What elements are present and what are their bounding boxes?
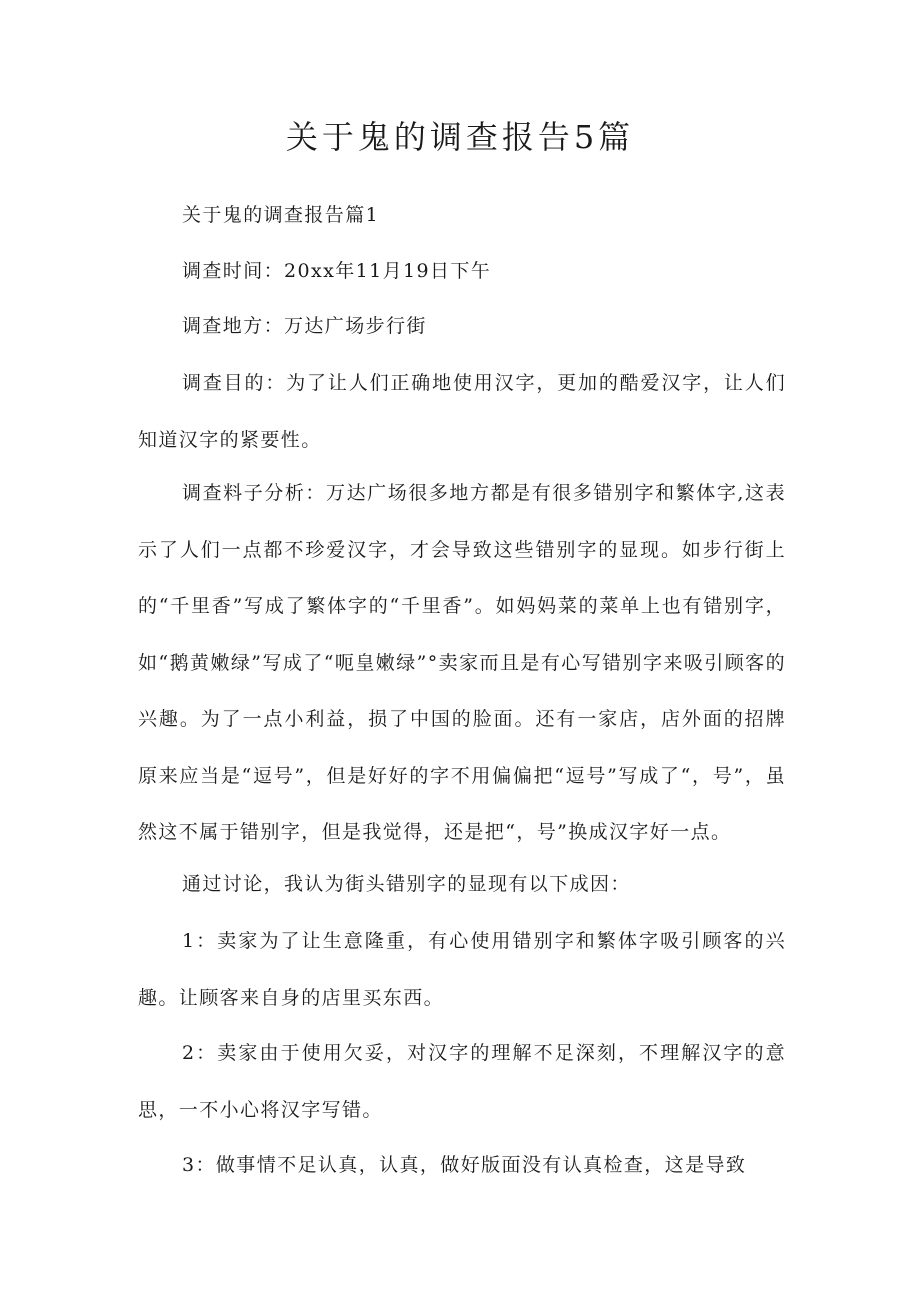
paragraph-survey-time: 调查时间：20xx年11月19日下午 <box>182 260 492 282</box>
paragraph-cause-3: 3：做事情不足认真，认真，做好版面没有认真检查，这是导致 <box>182 1154 747 1176</box>
paragraph-material-analysis: 调查料子分析：万达广场很多地方都是有很多错别字和繁体字,这表示了人们一点都不珍爱汉字，才会导致这些错别字的显现。如步行街上的“千里香”写成了繁体字的“千里香”。如妈妈菜的菜单上也有错别字，如“鹅黄嫩绿”写成了“呃皇嫩绿”°卖家而且是有心写错别字来吸引顾客的兴趣。为了一点小利益，损了中国的脸面。还有一家店，店外面的招牌原来应当是“逗号”，但是好好的字不用偏偏把“逗号”写成了“，号”，虽然这不属于错别字，但是我觉得，还是把“，号”换成汉字好一点。 <box>138 482 786 843</box>
paragraph-survey-purpose: 调查目的：为了让人们正确地使用汉字，更加的酷爱汉字，让人们知道汉字的紧要性。 <box>138 372 786 451</box>
paragraph-survey-place: 调查地方：万达广场步行街 <box>182 315 427 337</box>
section-heading: 关于鬼的调查报告篇1 <box>182 204 380 226</box>
paragraph-causes-intro: 通过讨论，我认为街头错别字的显现有以下成因： <box>182 873 631 895</box>
paragraph-cause-2: 2：卖家由于使用欠妥，对汉字的理解不足深刻，不理解汉字的意思，一不小心将汉字写错。 <box>138 1042 786 1121</box>
document-title: 关于鬼的调查报告5篇 <box>285 118 635 156</box>
paragraph-cause-1: 1：卖家为了让生意隆重，有心使用错别字和繁体字吸引顾客的兴趣。让顾客来自身的店里买东西。 <box>138 930 786 1009</box>
